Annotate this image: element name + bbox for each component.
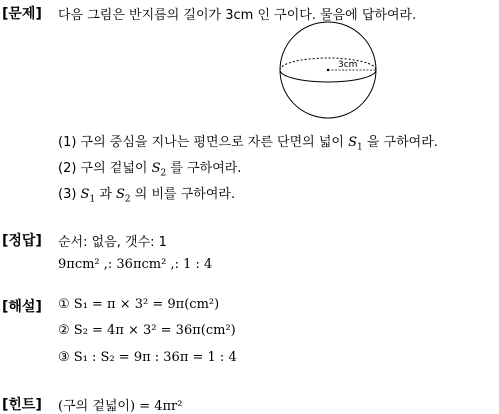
solution-label: [해설] (2, 299, 42, 315)
solution-step-1: ① S₁ = π × 3² = 9π(cm²) (58, 297, 220, 312)
sphere-equator-back (280, 58, 376, 70)
solution-step-3: ③ S₁ : S₂ = 9π : 36π = 1 : 4 (58, 350, 237, 365)
sphere-equator-front (280, 70, 376, 82)
sphere-center-dot (327, 69, 329, 71)
problem-item-3: (3) $S_1$ 과 $S_2$ 의 비를 구하여라. (58, 187, 236, 205)
sphere-figure (276, 20, 380, 120)
answer-values: 9πcm² ,: 36πcm² ,: 1 : 4 (58, 257, 213, 272)
answer-label: [정답] (2, 233, 42, 249)
radius-label: 3cm (338, 60, 358, 70)
problem-item-1: (1) 구의 중심을 지나는 평면으로 자른 단면의 넓이 $S_1$ 을 구하여라. (58, 135, 438, 153)
problem-label: [문제] (2, 6, 42, 22)
hint-text: (구의 겉넓이) = 4πr² (58, 399, 183, 414)
answer-meta: 순서: 없음, 갯수: 1 (58, 235, 167, 250)
problem-question: 다음 그림은 반지름의 길이가 3cm 인 구이다. 물음에 답하여라. (58, 8, 417, 23)
problem-item-2: (2) 구의 겉넓이 $S_2$ 를 구하여라. (58, 161, 242, 179)
solution-step-2: ② S₂ = 4π × 3² = 36π(cm²) (58, 323, 236, 338)
hint-label: [힌트] (2, 397, 42, 413)
